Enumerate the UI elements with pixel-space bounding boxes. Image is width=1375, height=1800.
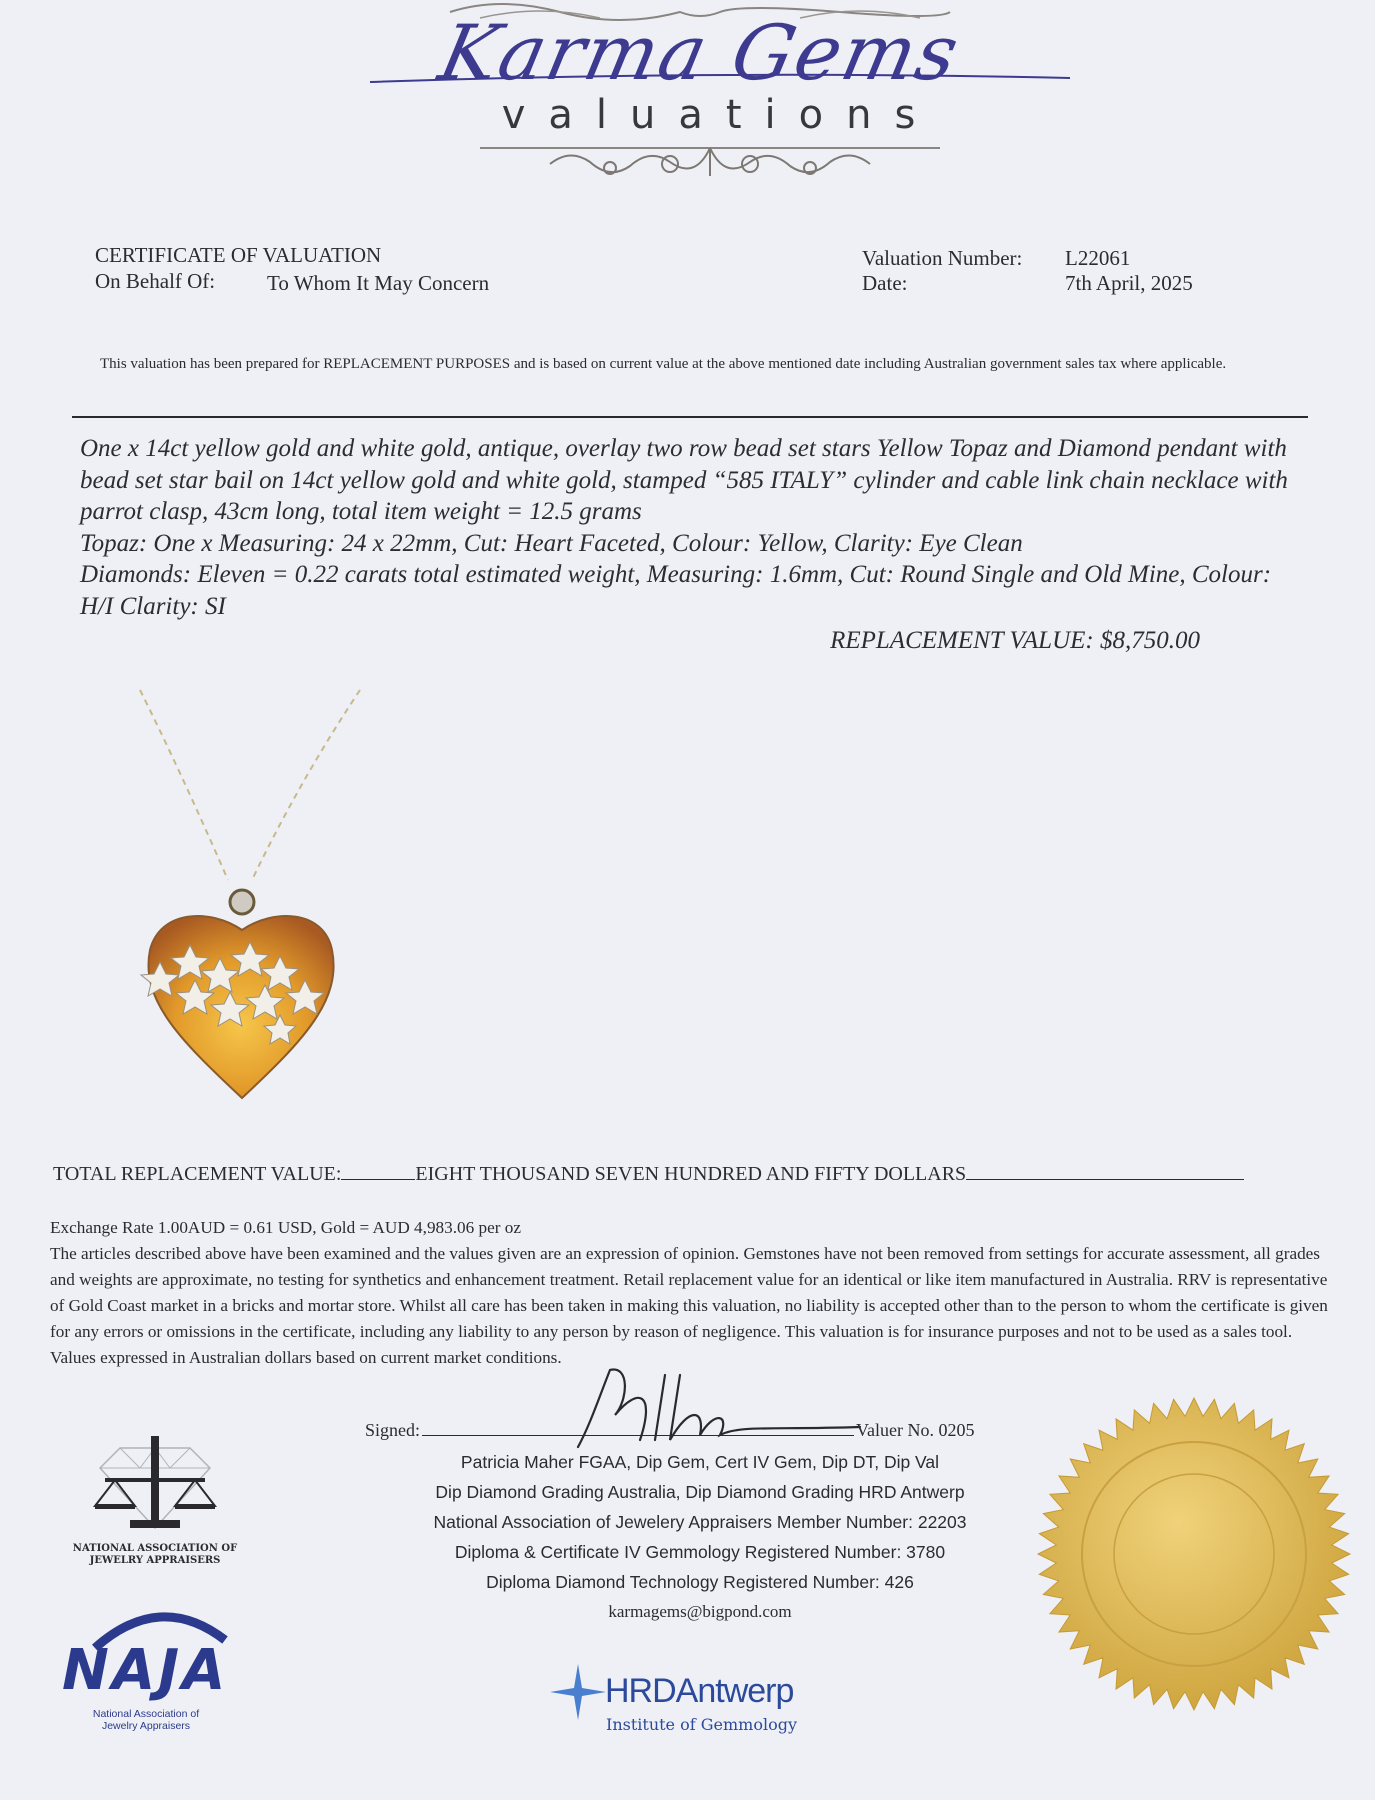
credential-line-1: Patricia Maher FGAA, Dip Gem, Cert IV Gem, Dip DT, Dip Val: [460, 1452, 940, 1472]
total-replacement-label: TOTAL REPLACEMENT VALUE:: [53, 1163, 342, 1185]
item-description: [80, 433, 1310, 622]
logo-underline-icon: [370, 68, 1070, 88]
topaz-text: Topaz: One x Measuring: 24 x 22mm, Cut: Heart Faceted, Colour: Yellow, Clarity: Eye Clean: [80, 529, 1023, 557]
bail-star-icon: [230, 890, 254, 914]
total-replacement-words: EIGHT THOUSAND SEVEN HUNDRED AND FIFTY DOLLARS: [415, 1163, 967, 1185]
pendant-photo: [120, 680, 380, 1100]
naja-subtitle: National Association of Jewelry Appraisers: [92, 1708, 200, 1732]
logo-subtitle: valuations: [501, 92, 939, 138]
header-divider: [72, 416, 1308, 418]
gold-valuer-seal-icon: [1036, 1396, 1352, 1712]
date-label: Date:: [862, 271, 908, 295]
scales-of-justice-icon: [90, 1428, 220, 1538]
signed-label: Signed:: [365, 1420, 421, 1440]
total-fill-left: [341, 1178, 415, 1180]
contact-email: karmagems@bigpond.com: [608, 1602, 792, 1621]
chain-icon: [140, 690, 360, 880]
purpose-disclaimer: This valuation has been prepared for REPLACEMENT PURPOSES and is based on current value at the above mentioned date including Australian government sales tax where applicable.: [100, 356, 1227, 372]
diamonds-text: Diamonds: Eleven = 0.22 carats total estimated weight, Measuring: 1.6mm, Cut: Round Single and Old Mine, Colour: H/I Clarity: SI: [80, 561, 1272, 620]
on-behalf-value: To Whom It May Concern: [267, 271, 490, 295]
terms-block: [50, 1215, 1340, 1371]
naja-caption: NATIONAL ASSOCIATION OF JEWELRY APPRAISERS: [72, 1543, 238, 1566]
credential-line-5: Diploma Diamond Technology Registered Number: 426: [486, 1572, 914, 1592]
total-replacement-row: [53, 1163, 1333, 1186]
valuer-number: Valuer No. 0205: [856, 1420, 975, 1440]
credential-line-3: National Association of Jewelery Appraisers Member Number: 22203: [433, 1512, 967, 1532]
on-behalf-label: On Behalf Of:: [95, 269, 216, 293]
exchange-rate: Exchange Rate 1.00AUD = 0.61 USD, Gold = AUD 4,983.06 per oz: [50, 1218, 521, 1237]
logo-script: Karma Gems: [432, 8, 968, 97]
hrd-wordmark: HRDAntwerp: [605, 1672, 794, 1710]
valuation-number-value: L22061: [1065, 246, 1131, 270]
bottom-flourish-icon: [470, 140, 950, 186]
replacement-value: REPLACEMENT VALUE: $8,750.00: [830, 627, 1200, 654]
item-text: One x 14ct yellow gold and white gold, antique, overlay two row bead set stars Yellow Topaz and Diamond pendant with bead set star bail on 14ct yellow gold and white gold, stamped “585 ITALY” cylinder and cable link chain necklace with parrot clasp, 43cm long, total item weight = 12.5 grams: [80, 435, 1288, 525]
credential-line-2: Dip Diamond Grading Australia, Dip Diamond Grading HRD Antwerp: [435, 1482, 965, 1502]
certificate-title: CERTIFICATE OF VALUATION: [95, 243, 382, 267]
date-value: 7th April, 2025: [1065, 271, 1193, 295]
handwritten-signature-icon: [570, 1355, 870, 1450]
valuation-number-label: Valuation Number:: [862, 246, 1023, 270]
terms-text: The articles described above have been examined and the values given are an expression of opinion. Gemstones have not been removed from settings for accurate assessment, all grades and weights are approximate, no testing for synthetics and enhancement treatment. Retail replacement value for an identical or like item manufactured in Australia. RRV is representative of Gold Coast market in a bricks and mortar store. Whilst all care has been taken in making this valuation, no liability is accepted other than to the person to whom the certificate is given for any errors or omissions in the certificate, including any liability to any person by reason of negligence. This valuation is for insurance purposes and not to be used as a sales tool. Values expressed in Australian dollars based on current market conditions.: [50, 1244, 1328, 1367]
credential-line-4: Diploma & Certificate IV Gemmology Registered Number: 3780: [454, 1542, 946, 1562]
total-fill-right: [966, 1178, 1244, 1180]
hrd-subtitle: Institute of Gemmology: [606, 1715, 797, 1734]
hrd-star-icon: [548, 1662, 608, 1722]
naja-wordmark: NAJA: [62, 1638, 229, 1703]
